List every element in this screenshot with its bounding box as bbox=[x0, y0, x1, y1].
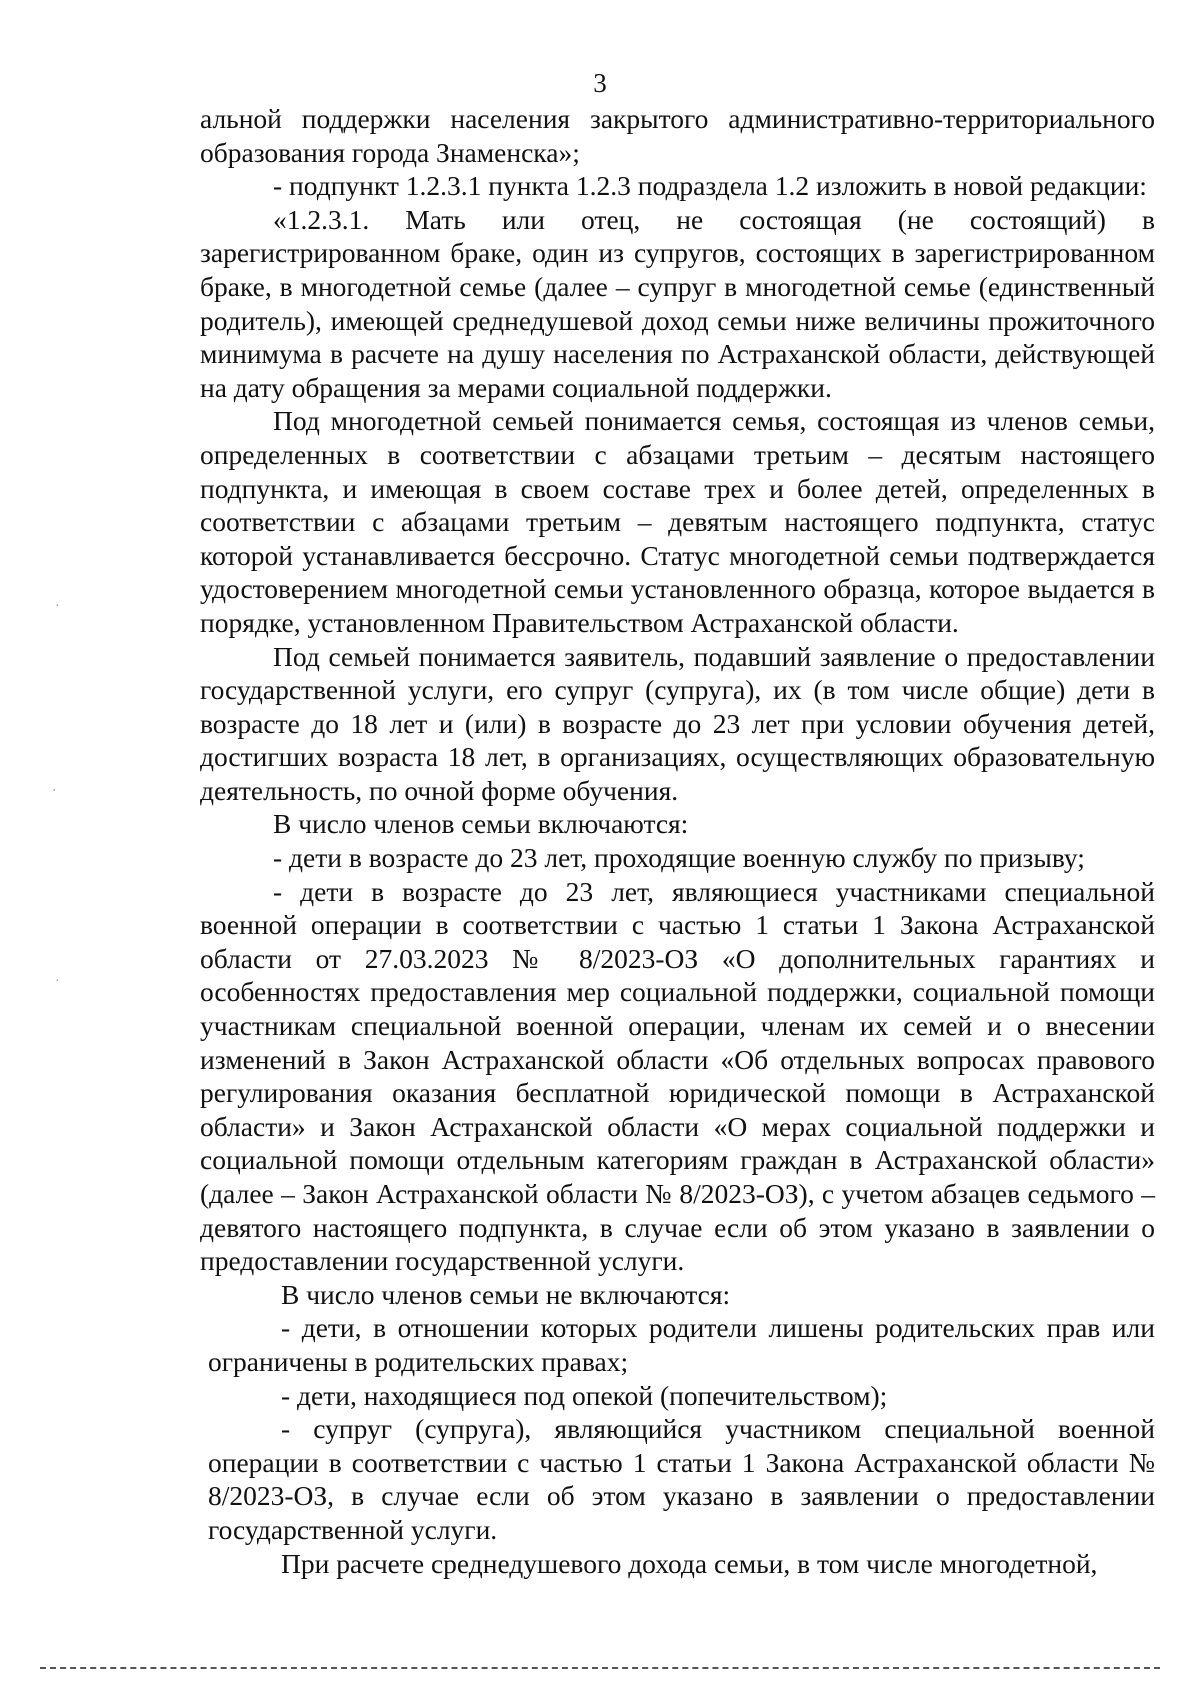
paragraph-income-calculation: При расчете среднедушевого дохода семьи, в том числе многодетной, bbox=[281, 1547, 1098, 1579]
list-item-included-svo-participants: - дети в возрасте до 23 лет, являющиеся участниками специальной военной операции в соответствии с частью 1 статьи 1 Закона Астраханской области от 27.03.2023 № 8/2023-ОЗ «О дополнительных гарантиях и особенностях предоставления мер социальной поддержки, социальной помощи участникам специальной военной операции, членам их семей и о внесении изменений в Закон Астраханской области «Об отдельных вопросах правового регулирования оказания бесплатной юридической помощи в Астраханской области» и Закон Астраханской области «О мерах социальной поддержки и социальной помощи отдельным категориям граждан в Астраханской области» (далее – Закон Астраханской области № 8/2023-ОЗ), с учетом абзацев седьмого – девятого настоящего подпункта, в случае если об этом указано в заявлении о предоставлении государственной услуги. bbox=[200, 875, 1155, 1277]
paragraph-amendment-instruction: - подпункт 1.2.3.1 пункта 1.2.3 подраздела 1.2 изложить в новой редакции: bbox=[273, 170, 1147, 202]
paragraph-included-members-heading: В число членов семьи включаются: bbox=[273, 808, 689, 840]
document-body bbox=[200, 102, 1155, 1580]
paragraph-1-2-3-1: «1.2.3.1. Мать или отец, не состоящая (не состоящий) в зарегистрированном браке, один из супругов, состоящих в зарегистрированном браке, в многодетной семье (далее – супруг в многодетной семье (единственный родитель), имеющей среднедушевой доход семьи ниже величины прожиточного минимума в расчете на душу населения по Астраханской области, действующей на дату обращения за мерами социальной поддержки. bbox=[200, 203, 1155, 403]
list-item-excluded-deprived-rights: - дети, в отношении которых родители лишены родительских прав или ограничены в родительских правах; bbox=[208, 1312, 1155, 1377]
paragraph-large-family-definition: Под многодетной семьей понимается семья, состоящая из членов семьи, определенных в соответствии с абзацами третьим – десятым настоящего подпункта, и имеющая в своем составе трех и более детей, определенных в соответствии с абзацами третьим – девятым настоящего подпункта, статус которой устанавливается бессрочно. Статус многодетной семьи подтверждается удостоверением многодетной семьи установленного образца, которое выдается в порядке, установленном Правительством Астраханской области. bbox=[200, 405, 1155, 638]
page-bottom-edge bbox=[40, 1667, 1160, 1669]
list-item-included-conscripts: - дети в возрасте до 23 лет, проходящие военную службу по призыву; bbox=[273, 842, 1085, 874]
list-item-excluded-guardianship: - дети, находящиеся под опекой (попечительством); bbox=[281, 1379, 888, 1411]
scan-speck: · bbox=[55, 974, 60, 989]
paragraph-excluded-members-heading: В число членов семьи не включаются: bbox=[281, 1278, 731, 1310]
scan-speck: · bbox=[55, 599, 60, 614]
list-item-excluded-spouse-svo: - супруг (супруга), являющийся участником специальной военной операции в соответствии с частью 1 статьи 1 Закона Астраханской области № 8/2023-ОЗ, в случае если об этом указано в заявлении о предоставлении государственной услуги. bbox=[208, 1413, 1155, 1545]
scan-speck: ‧ bbox=[52, 784, 57, 799]
paragraph-continuation: альной поддержки населения закрытого административно-территориального образования города Знаменска»; bbox=[200, 103, 1155, 168]
paragraph-family-definition: Под семьей понимается заявитель, подавший заявление о предоставлении государственной услуги, его супруг (супруга), их (в том числе общие) дети в возрасте до 18 лет и (или) в возрасте до 23 лет при условии обучения детей, достигших возраста 18 лет, в организациях, осуществляющих образовательную деятельность, по очной форме обучения. bbox=[200, 640, 1155, 806]
page-number: 3 bbox=[593, 68, 607, 98]
